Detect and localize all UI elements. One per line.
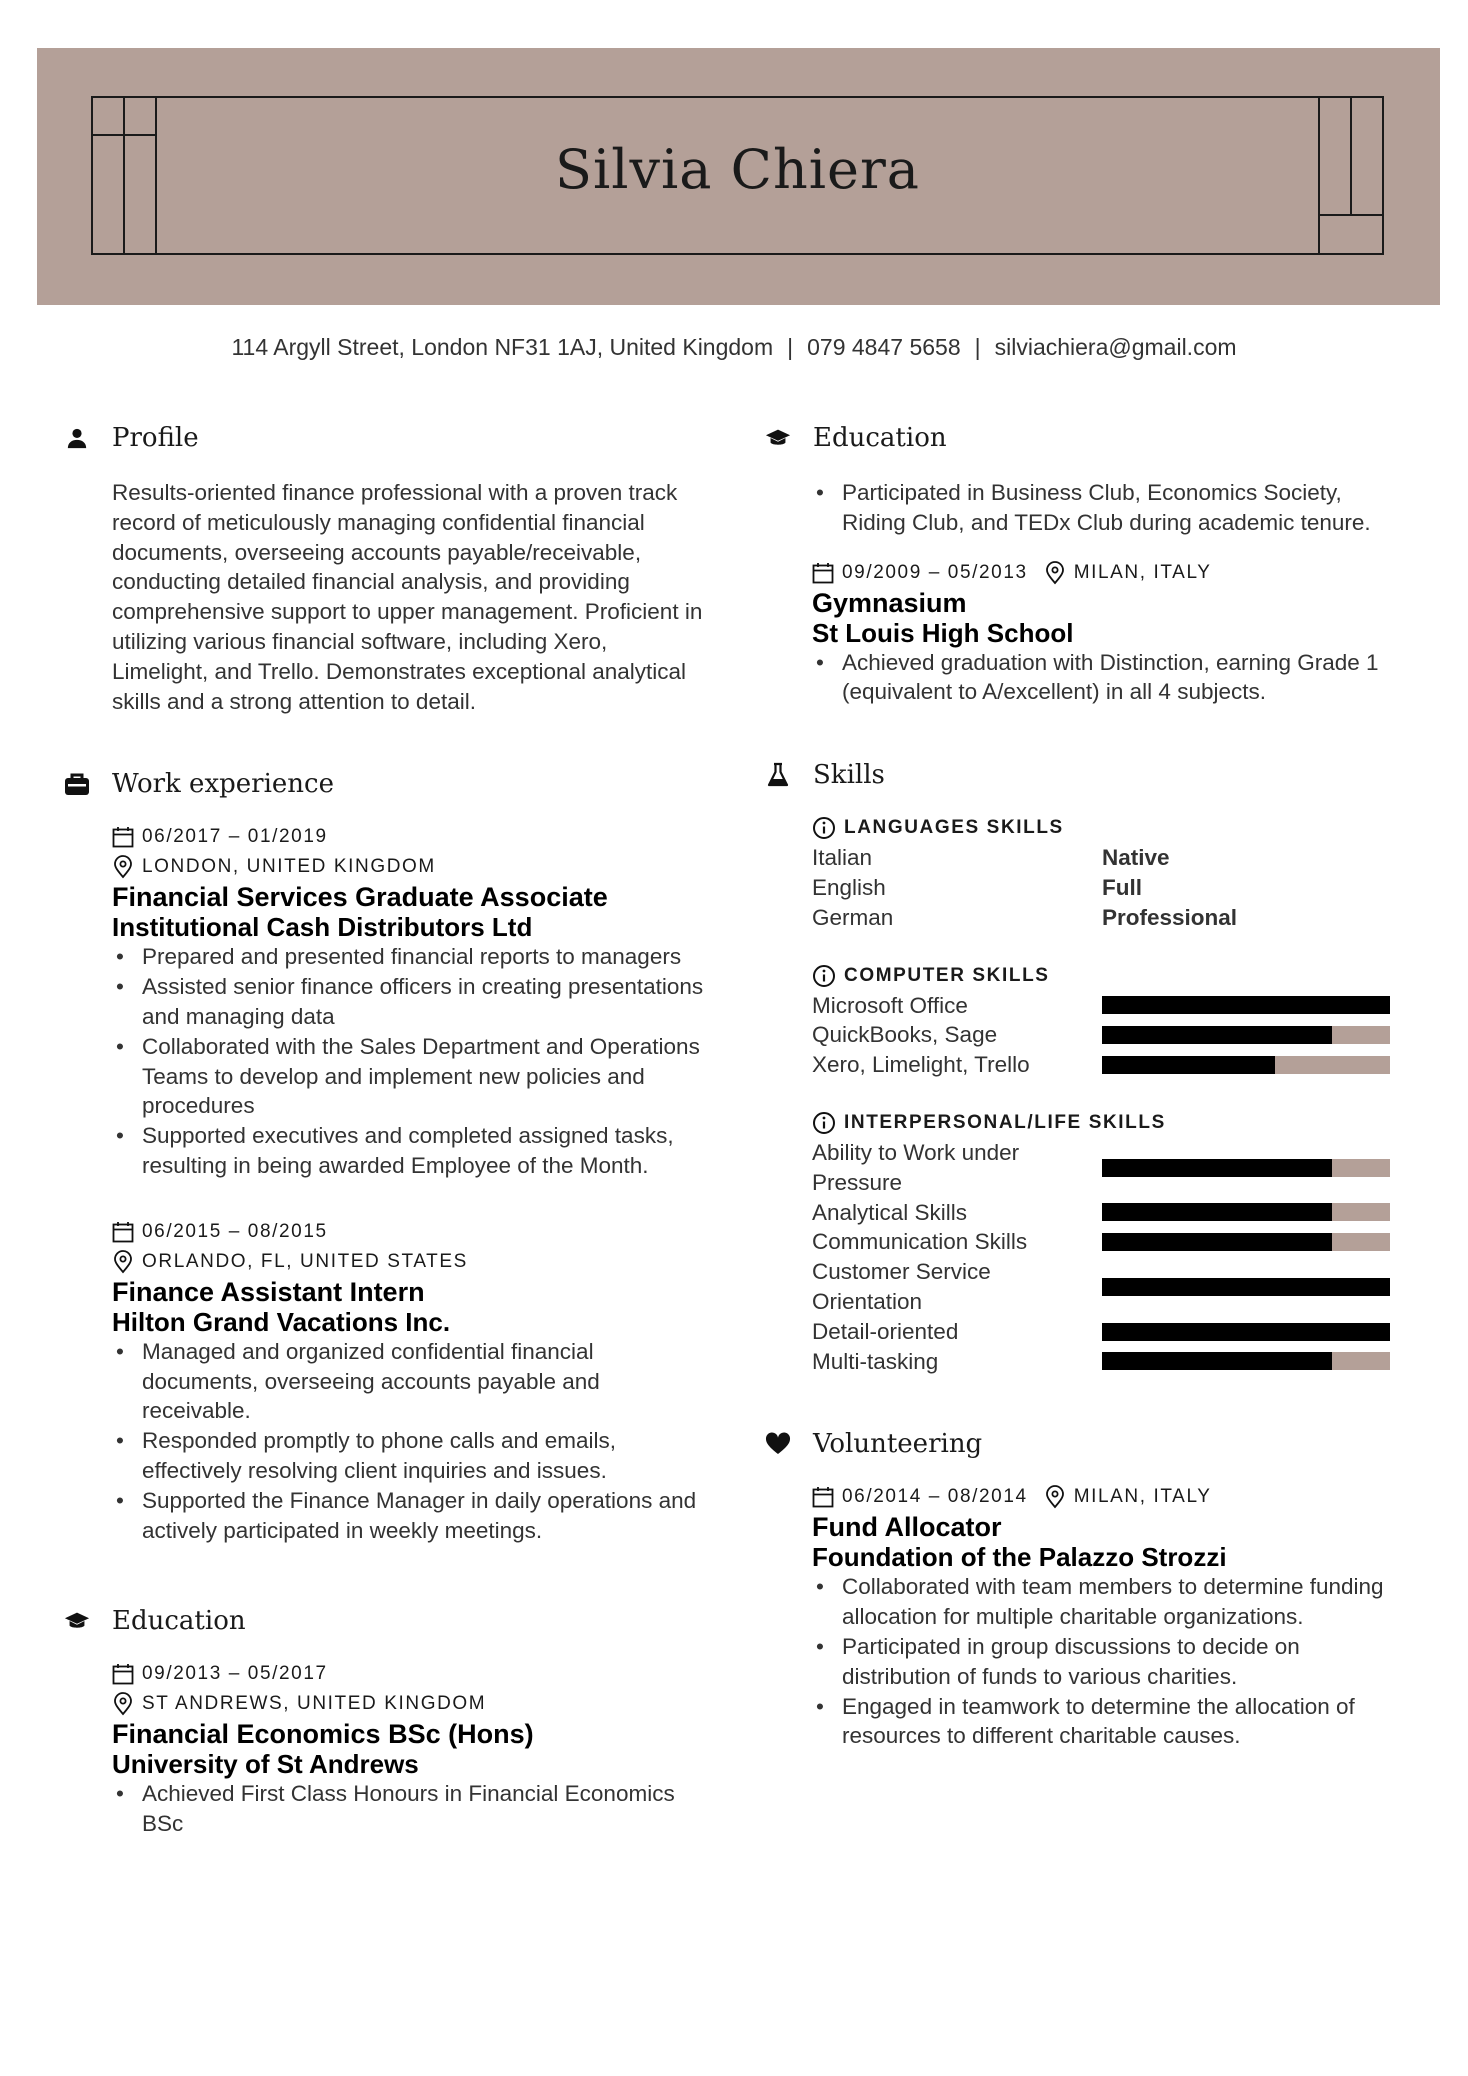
bullet-item: • Achieved graduation with Distinction, earning Grade 1 (equivalent to A/excellent) in all 4 subjects.	[812, 648, 1405, 708]
skill-name: Communication Skills	[812, 1229, 1028, 1255]
contact-phone: 079 4847 5658	[807, 334, 961, 360]
person-icon	[64, 425, 90, 451]
bullet-item: • Collaborated with team members to determine funding allocation for multiple charitable organizations.	[812, 1572, 1405, 1632]
skill-level-bar	[1102, 1278, 1390, 1296]
section-title: Profile	[112, 423, 199, 453]
school-name: St Louis High School	[812, 617, 1074, 648]
language-level: Professional	[1102, 904, 1238, 930]
volunteer-entry	[812, 1482, 1405, 1751]
skill-name: QuickBooks, Sage	[812, 1022, 998, 1048]
computer-skills-label: COMPUTER SKILLS	[844, 964, 1050, 986]
header-frame	[91, 96, 1384, 255]
frame-line	[1319, 214, 1382, 216]
language-row	[812, 843, 1405, 873]
volunteering-section	[765, 1426, 1405, 1751]
education-bullets	[812, 648, 1405, 708]
skill-level-bar	[1102, 1233, 1390, 1251]
calendar-icon	[812, 562, 834, 584]
job-bullets	[112, 942, 704, 1180]
skill-level-bar	[1102, 996, 1390, 1014]
job-bullets	[112, 1337, 704, 1546]
interpersonal-skills-heading	[812, 1108, 1405, 1138]
job-dates-row	[112, 822, 704, 852]
volunteer-role: Fund Allocator	[812, 1512, 1002, 1543]
location-pin-icon	[1044, 561, 1066, 585]
frame-line	[93, 134, 156, 136]
education-bullets	[812, 478, 1405, 538]
info-icon	[812, 1111, 836, 1135]
calendar-icon	[112, 1221, 134, 1243]
info-icon	[812, 816, 836, 840]
skill-level-fill	[1102, 1159, 1332, 1177]
skill-level-fill	[1102, 1278, 1390, 1296]
education-dates: 09/2013 – 05/2017	[142, 1663, 328, 1685]
skill-level-bar	[1102, 1026, 1390, 1044]
language-row	[812, 873, 1405, 903]
school-name: University of St Andrews	[112, 1749, 419, 1780]
location-pin-icon	[112, 1250, 134, 1274]
education-entry	[812, 558, 1405, 708]
skills-section	[765, 757, 1405, 1376]
skill-level-bar	[1102, 1056, 1390, 1074]
bullet-item: • Participated in group discussions to decide on distribution of funds to various charities.	[812, 1632, 1405, 1692]
skill-name: Multi-tasking	[812, 1348, 939, 1374]
volunteer-meta-row	[812, 1482, 1405, 1512]
computer-skills-heading	[812, 961, 1405, 991]
left-column	[64, 420, 704, 1839]
skill-level-bar	[1102, 1352, 1390, 1370]
volunteer-dates: 06/2014 – 08/2014	[842, 1486, 1028, 1508]
education-section	[765, 420, 1405, 707]
skill-level-fill	[1102, 1203, 1332, 1221]
job-location: LONDON, UNITED KINGDOM	[142, 856, 436, 878]
bullet-item: • Collaborated with the Sales Department and Operations Teams to develop and implement new policies and procedures	[112, 1032, 704, 1121]
skill-level-bar	[1102, 1323, 1390, 1341]
flask-icon	[765, 762, 791, 788]
skill-name: Customer Service Orientation	[812, 1259, 991, 1314]
skill-level-fill	[1102, 1352, 1332, 1370]
education-dates: 09/2009 – 05/2013	[842, 561, 1028, 583]
job-dates: 06/2017 – 01/2019	[142, 826, 328, 848]
education-section	[64, 1603, 704, 1839]
skill-name: Detail-oriented	[812, 1318, 959, 1344]
job-dates-row	[112, 1217, 704, 1247]
section-title: Skills	[813, 760, 885, 791]
education-dates-row	[112, 1659, 704, 1689]
skill-row	[812, 1317, 1405, 1347]
work-section	[64, 766, 704, 1545]
profile-text: Results-oriented finance professional with a proven track record of meticulously managing confidential financial documents, overseeing accounts payable/receivable, conducting detailed financial analysis, and providing comprehensive support to upper management. Proficient in utilizing various financial software, including Xero, Limelight, and Trello. Demonstrates exceptional analytical skills and a strong attention to detail.	[112, 480, 703, 714]
job-location-row	[112, 852, 704, 882]
interpersonal-skills-label: INTERPERSONAL/LIFE SKILLS	[844, 1111, 1166, 1133]
contact-separator: |	[787, 334, 794, 360]
job-dates: 06/2015 – 08/2015	[142, 1220, 328, 1242]
education-entry	[112, 1659, 704, 1839]
language-row	[812, 903, 1405, 933]
job-company: Institutional Cash Distributors Ltd	[112, 912, 533, 943]
right-column	[765, 420, 1405, 1751]
languages-heading	[812, 813, 1405, 843]
languages-group	[812, 813, 1405, 932]
bullet-item: • Supported executives and completed assigned tasks, resulting in being awarded Employee of the Month.	[112, 1121, 704, 1181]
location-pin-icon	[112, 855, 134, 879]
calendar-icon	[112, 1663, 134, 1685]
location-pin-icon	[1044, 1485, 1066, 1509]
language-name: German	[812, 904, 894, 930]
skill-row	[812, 1198, 1405, 1228]
skill-row	[812, 991, 1405, 1021]
section-title: Education	[813, 423, 947, 453]
contact-address: 114 Argyll Street, London NF31 1AJ, United Kingdom	[231, 334, 774, 360]
job-title: Financial Services Graduate Associate	[112, 882, 608, 913]
education-bullets	[112, 1779, 704, 1839]
volunteer-bullets	[812, 1572, 1405, 1751]
skill-level-fill	[1102, 1056, 1275, 1074]
candidate-name: Silvia Chiera	[554, 138, 920, 201]
computer-skills-group	[812, 961, 1405, 1080]
info-icon	[812, 964, 836, 988]
skill-row	[812, 1257, 1405, 1317]
job-title: Finance Assistant Intern	[112, 1276, 425, 1307]
skill-level-bar	[1102, 1203, 1390, 1221]
skill-row	[812, 1138, 1405, 1198]
volunteer-organization: Foundation of the Palazzo Strozzi	[812, 1542, 1227, 1573]
bullet-item: • Achieved First Class Honours in Financial Economics BSc	[112, 1779, 704, 1839]
education-location: MILAN, ITALY	[1073, 561, 1212, 583]
section-title: Work experience	[112, 769, 334, 800]
bullet-item: • Prepared and presented financial reports to managers	[112, 942, 704, 972]
interpersonal-skills-group	[812, 1108, 1405, 1376]
contact-email[interactable]: silviachiera@gmail.com	[994, 334, 1237, 360]
contact-separator: |	[974, 334, 981, 360]
language-level: Native	[1102, 845, 1170, 871]
briefcase-icon	[64, 771, 90, 797]
bullet-item: • Participated in Business Club, Economics Society, Riding Club, and TEDx Club during academic tenure.	[812, 478, 1405, 538]
job-entry	[112, 822, 704, 1180]
skill-name: Xero, Limelight, Trello	[812, 1052, 1030, 1078]
bullet-item: • Managed and organized confidential financial documents, overseeing accounts payable and receivable.	[112, 1337, 704, 1426]
bullet-item: • Supported the Finance Manager in daily operations and actively participated in weekly meetings.	[112, 1486, 704, 1546]
skill-level-fill	[1102, 1026, 1332, 1044]
bullet-item: • Responded promptly to phone calls and emails, effectively resolving client inquiries and issues.	[112, 1426, 704, 1486]
language-name: Italian	[812, 845, 873, 871]
skill-row	[812, 1050, 1405, 1080]
volunteer-location: MILAN, ITALY	[1073, 1486, 1212, 1508]
language-level: Full	[1102, 874, 1142, 900]
contact-line	[0, 334, 1468, 361]
job-entry	[112, 1217, 704, 1546]
graduation-cap-icon	[765, 425, 791, 451]
education-meta-row	[812, 558, 1405, 588]
section-title: Education	[112, 1606, 246, 1637]
calendar-icon	[812, 1486, 834, 1508]
section-title: Volunteering	[813, 1429, 983, 1460]
education-location: ST ANDREWS, UNITED KINGDOM	[142, 1693, 487, 1715]
skill-name: Analytical Skills	[812, 1199, 968, 1225]
job-location: ORLANDO, FL, UNITED STATES	[142, 1250, 468, 1272]
skill-level-bar	[1102, 1159, 1390, 1177]
skill-row	[812, 1020, 1405, 1050]
location-pin-icon	[112, 1692, 134, 1716]
heart-icon	[765, 1431, 791, 1457]
bullet-item: • Engaged in teamwork to determine the allocation of resources to different charitable causes.	[812, 1692, 1405, 1752]
job-company: Hilton Grand Vacations Inc.	[112, 1306, 451, 1337]
profile-section	[64, 420, 704, 716]
job-location-row	[112, 1247, 704, 1277]
skill-row	[812, 1347, 1405, 1377]
education-location-row	[112, 1689, 704, 1719]
skill-level-fill	[1102, 1323, 1390, 1341]
language-name: English	[812, 874, 886, 900]
skill-name: Microsoft Office	[812, 992, 968, 1018]
skill-name: Ability to Work under Pressure	[812, 1139, 1020, 1195]
degree-title: Gymnasium	[812, 587, 967, 618]
bullet-item: • Assisted senior finance officers in creating presentations and managing data	[112, 972, 704, 1032]
languages-label: LANGUAGES SKILLS	[844, 817, 1064, 839]
skill-row	[812, 1227, 1405, 1257]
degree-title: Financial Economics BSc (Hons)	[112, 1719, 534, 1750]
graduation-cap-icon	[64, 1608, 90, 1634]
header-band	[37, 48, 1440, 305]
skill-level-fill	[1102, 1233, 1332, 1251]
skill-level-fill	[1102, 996, 1390, 1014]
calendar-icon	[112, 826, 134, 848]
